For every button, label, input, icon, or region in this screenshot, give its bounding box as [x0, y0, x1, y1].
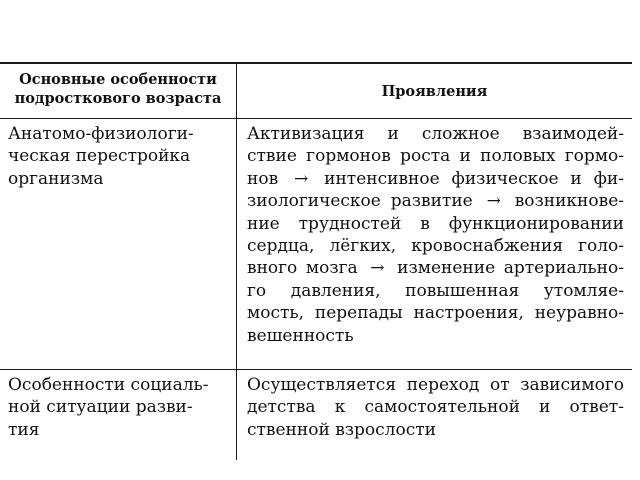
manifestation-text-line: [247, 280, 624, 302]
manifestation-text-line: [247, 168, 624, 190]
manifestation-cell: [237, 119, 633, 370]
manifestation-word: взаимодей-: [522, 124, 624, 144]
manifestation-word: в: [420, 213, 430, 234]
feature-cell: [0, 370, 237, 461]
manifestation-word: лёгких,: [329, 236, 397, 257]
manifestation-text-line: [247, 419, 624, 441]
manifestation-word: переход: [406, 375, 480, 395]
table-row: [0, 370, 632, 461]
manifestation-word: и: [539, 397, 551, 418]
manifestation-word: половых: [480, 146, 556, 167]
manifestation-word: зиологическое: [247, 191, 381, 212]
features-table: [0, 62, 632, 460]
manifestation-word: вешенность: [247, 325, 354, 346]
manifestation-word: ние: [247, 213, 280, 234]
manifestation-text-line: [247, 235, 624, 257]
feature-text-line: тия: [8, 419, 40, 440]
manifestation-word: настроения,: [413, 303, 524, 324]
manifestation-word: интенсивное: [324, 168, 440, 189]
header-cell-manifestations: [237, 63, 633, 119]
manifestation-word: роста: [400, 146, 451, 167]
manifestation-word: перепады: [314, 303, 403, 324]
manifestation-word: нов: [247, 168, 279, 189]
manifestation-word: и: [570, 168, 582, 189]
manifestation-text-line: [247, 123, 624, 145]
manifestation-text-line: [247, 257, 624, 279]
manifestation-word: физическое: [451, 168, 559, 189]
manifestation-text-line: [247, 145, 624, 167]
arrow-right-icon: →: [294, 168, 309, 189]
feature-text-line: организма: [8, 168, 104, 189]
manifestation-word: взрослости: [335, 419, 436, 440]
manifestation-word: фи-: [593, 168, 624, 189]
table-header-row: [0, 63, 632, 119]
manifestation-word: ответ-: [569, 397, 624, 418]
manifestation-word: возникнове-: [514, 191, 624, 212]
manifestation-text-line: [247, 190, 624, 212]
table-row: [0, 119, 632, 370]
manifestation-word: голо-: [578, 236, 624, 257]
manifestation-text-line: [247, 325, 624, 347]
header-features-line: Основные особенности: [19, 71, 217, 88]
manifestation-text-line: [247, 374, 624, 396]
manifestation-text-line: [247, 396, 624, 418]
manifestation-word: ствие: [247, 146, 297, 167]
header-manifestations-label: Проявления: [381, 82, 488, 100]
manifestation-word: развитие: [390, 191, 473, 212]
feature-text-line: ной ситуации разви-: [8, 397, 193, 418]
manifestation-word: давления,: [290, 280, 381, 301]
manifestation-word: мость,: [247, 303, 305, 324]
manifestation-word: ственной: [247, 419, 330, 440]
feature-cell: [0, 119, 237, 370]
manifestation-word: функционировании: [448, 213, 624, 234]
manifestation-word: артериально-: [503, 258, 624, 279]
manifestation-word: сердца,: [247, 236, 315, 257]
manifestation-word: трудностей: [298, 213, 402, 234]
manifestation-word: самостоятельной: [364, 397, 520, 418]
manifestation-word: Активизация: [247, 124, 365, 144]
manifestation-word: Осуществляется: [247, 375, 397, 395]
manifestation-word: к: [334, 397, 346, 418]
manifestation-word: и: [459, 146, 471, 167]
manifestation-word: мозга: [305, 258, 358, 279]
manifestation-text-line: [247, 213, 624, 235]
arrow-right-icon: →: [486, 191, 501, 212]
manifestation-cell: [237, 370, 633, 461]
feature-text-line: Особенности социаль-: [8, 375, 209, 395]
manifestation-text-line: [247, 302, 624, 324]
feature-text-line: Анатомо-физиологи-: [8, 124, 194, 144]
manifestation-word: го: [247, 280, 267, 301]
manifestation-word: неуравно-: [534, 303, 624, 324]
header-features-line: подросткового возраста: [14, 90, 222, 107]
manifestation-word: повышенная: [405, 280, 520, 301]
manifestation-word: гормо-: [564, 146, 624, 167]
manifestation-word: и: [387, 124, 399, 144]
header-cell-features: [0, 63, 237, 119]
manifestation-word: изменение: [397, 258, 496, 279]
manifestation-word: от: [489, 375, 510, 395]
feature-text-line: ческая перестройка: [8, 146, 191, 167]
manifestation-word: зависимого: [520, 375, 624, 395]
arrow-right-icon: →: [370, 258, 385, 279]
manifestation-word: сложное: [421, 124, 500, 144]
manifestation-word: кровоснабжения: [411, 236, 564, 257]
manifestation-word: гормонов: [306, 146, 391, 167]
manifestation-word: утомляе-: [543, 280, 624, 301]
manifestation-word: детства: [247, 397, 316, 418]
manifestation-word: вного: [247, 258, 298, 279]
